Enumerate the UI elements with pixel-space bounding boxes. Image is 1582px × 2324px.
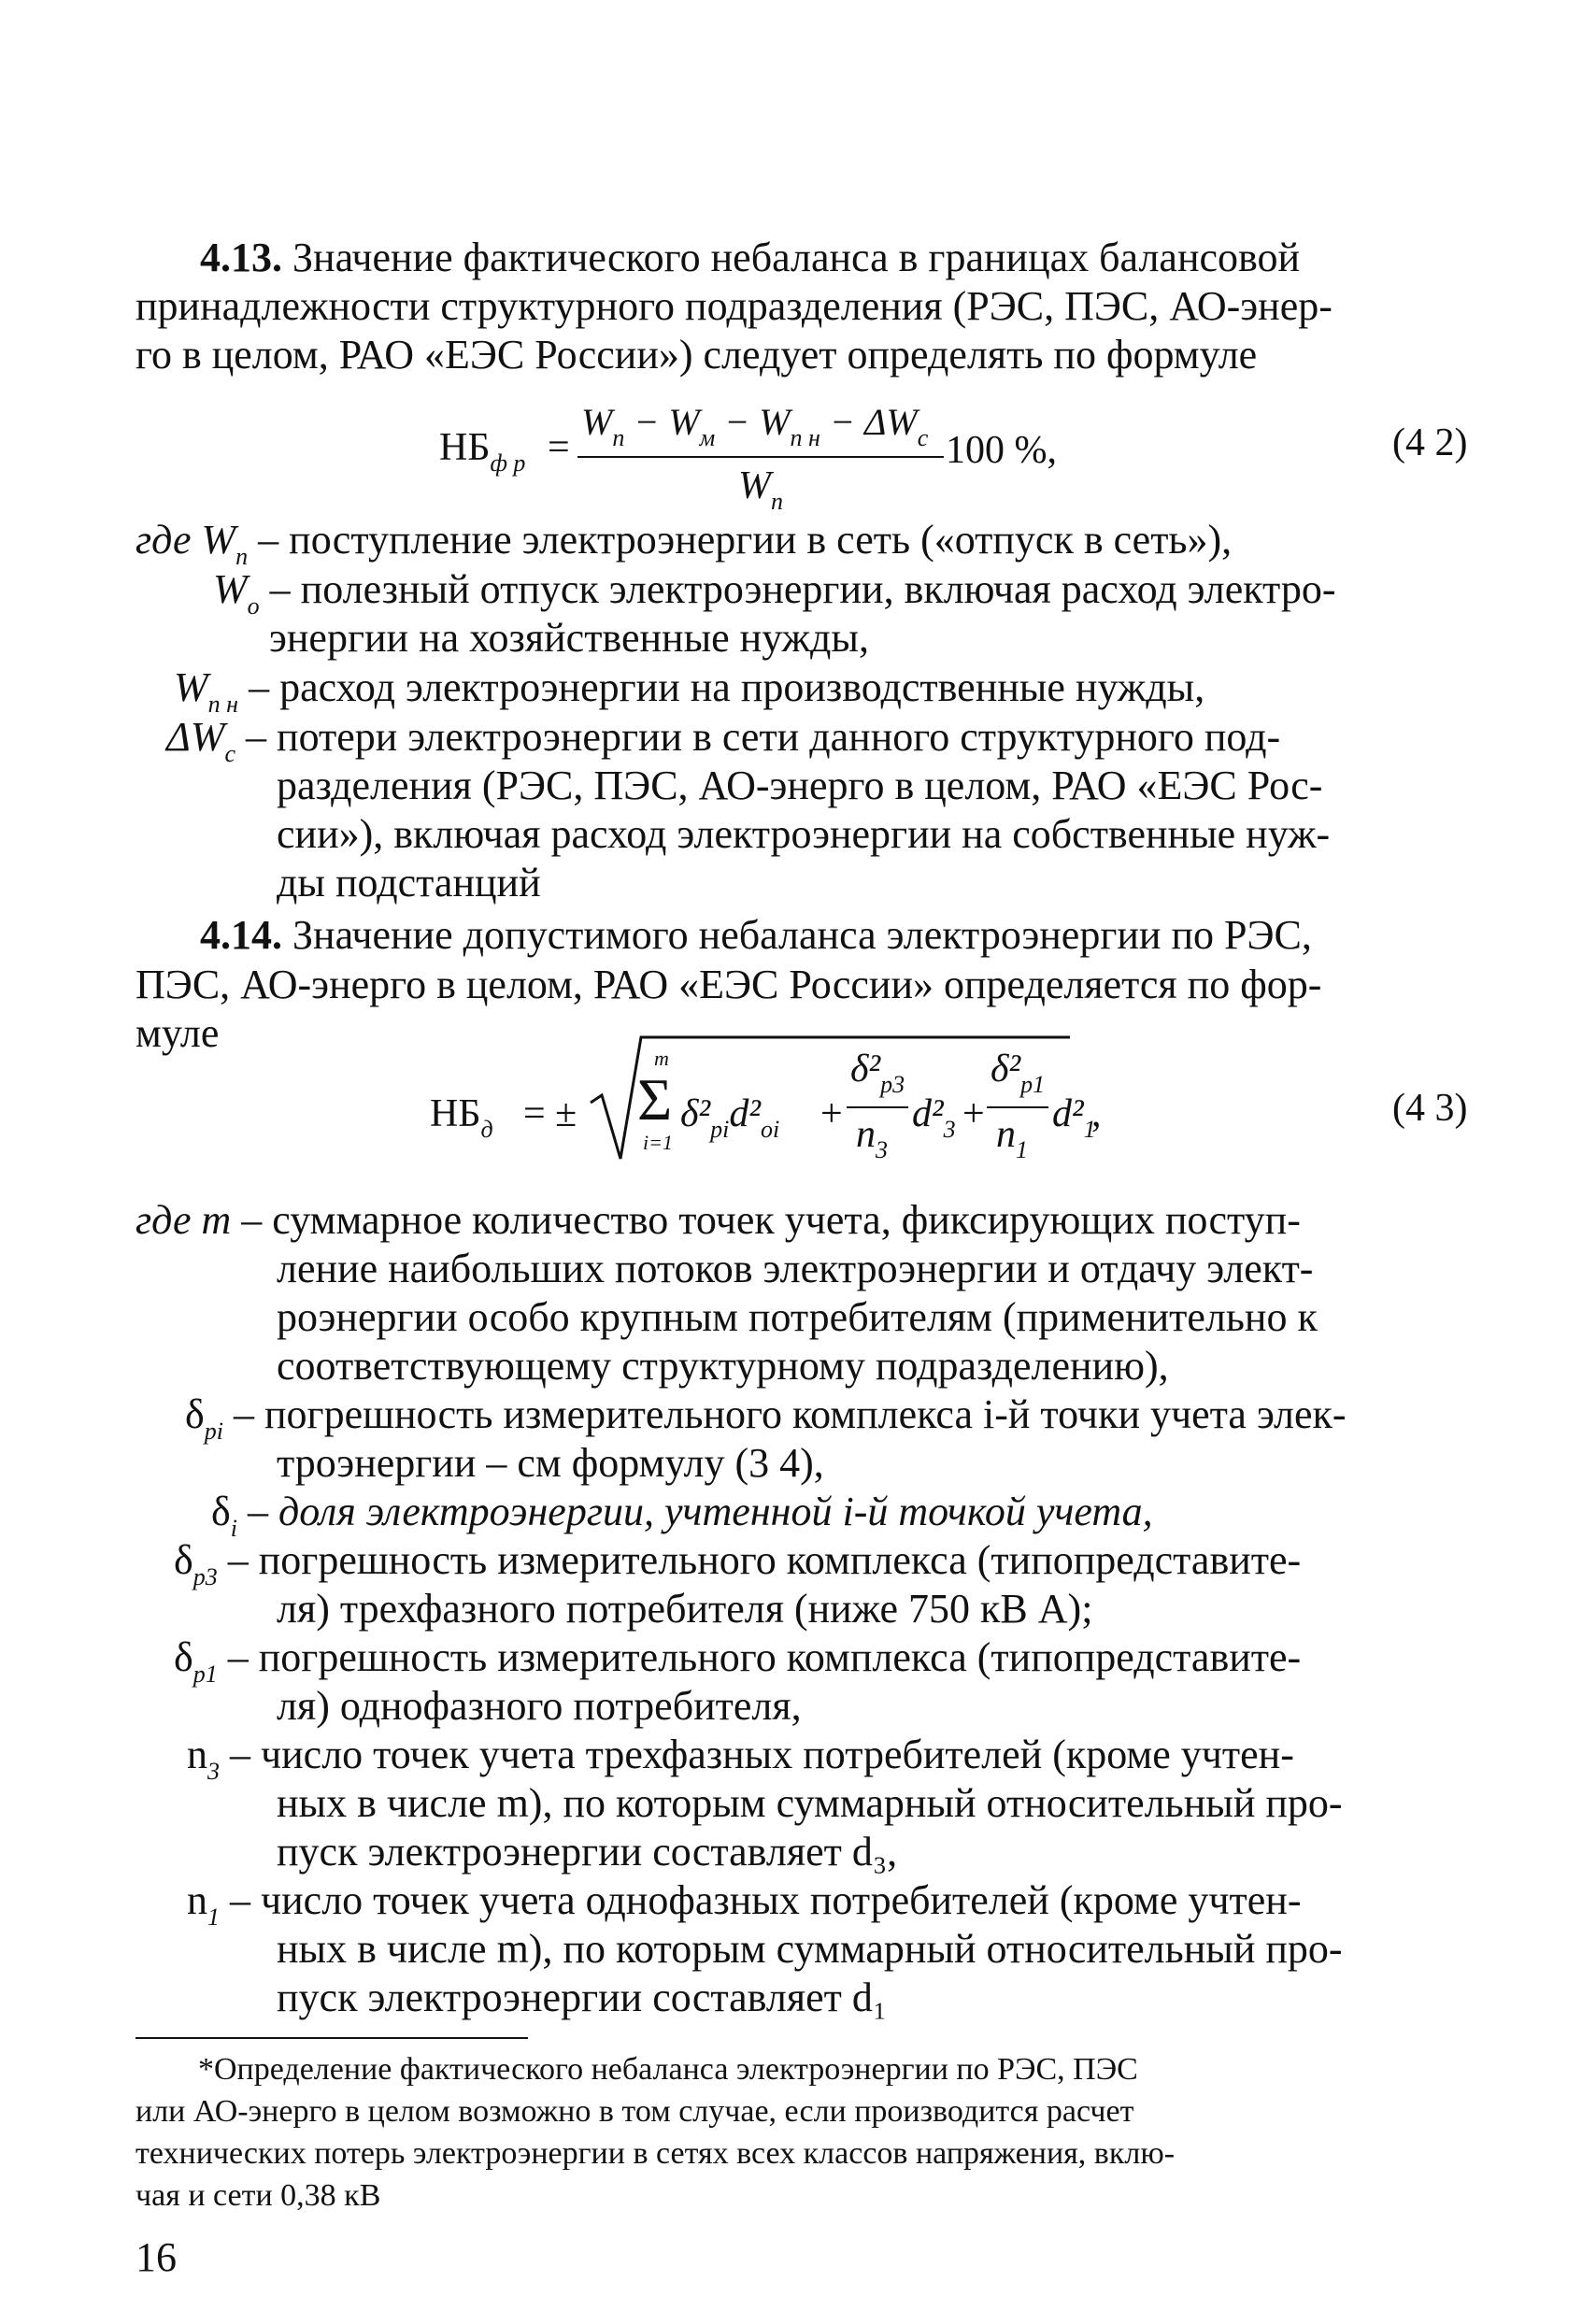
formula-tail: 100 %, — [946, 429, 1057, 472]
where-item-cont: сии»), включая расход электроэнергии на собственные нуж- — [277, 811, 1331, 857]
footnote-line: чая и сети 0,38 кВ — [135, 2178, 381, 2213]
where-item-cont: разделения (РЭС, ПЭС, АО-энерго в целом, РАО «ЕЭС Рос- — [277, 763, 1323, 808]
fraction-2-factor: $d^2_1$ — [1052, 1092, 1096, 1143]
formula-numerator: $W_п - W_м - W_{п н} - \Delta W_с$ — [581, 401, 929, 451]
fraction-1-denominator: $n_3$ — [856, 1113, 888, 1163]
plus-sign: + — [820, 1092, 843, 1135]
where-item-cont: ды подстанций — [277, 860, 541, 905]
fraction-1-bar — [847, 1106, 908, 1108]
fraction-bar — [577, 456, 944, 458]
where-item: $\Delta W_с$ – потери электроэнергии в сети данного структурного под- — [166, 714, 1281, 767]
section-number: 4.13. — [200, 235, 282, 280]
formula-eq: = — [548, 426, 570, 469]
where-item: $n_1$ – число точек учета однофазных потребителей (кроме учтен- — [187, 1877, 1302, 1931]
formula-comma: , — [1091, 1092, 1102, 1135]
where-item-cont: ля) трехфазного потребителя (ниже 750 кВ А); — [277, 1586, 1093, 1632]
section-4-14-line-2: ПЭС, АО-энерго в целом, РАО «ЕЭС России» определяется по фор- — [135, 962, 1322, 1007]
formula-eq: = ± — [523, 1092, 577, 1135]
where-item: где m – суммарное количество точек учета, фиксирующих поступ- — [135, 1197, 1301, 1243]
plus-sign: + — [962, 1092, 985, 1135]
where-item-cont: роэнергии особо крупным потребителям (применительно к — [277, 1294, 1318, 1340]
fraction-2-denominator: $n_1$ — [996, 1113, 1028, 1163]
formula-denominator: $W_п$ — [738, 464, 783, 515]
where-item-cont: пуск электроэнергии составляет d₁ — [277, 1975, 888, 2020]
where-item: $W_{п н}$ – расход электроэнергии на производственные нужды, — [174, 664, 1205, 718]
where-item-cont: соответствующему структурному подразделению), — [277, 1343, 1169, 1389]
section-4-14-line-3: муле — [135, 1010, 220, 1056]
paragraph-text: Значение допустимого небаланса электроэнергии по РЭС, — [292, 912, 1312, 958]
formula-label: (4 3) — [1392, 1087, 1468, 1130]
fraction-1-numerator: $\delta^2_{р3}$ — [850, 1048, 905, 1098]
formula-lhs: $НБ_д$ — [430, 1092, 493, 1143]
where-item-cont: энергии на хозяйственные нужды, — [269, 615, 869, 661]
where-item-cont: ля) однофазного потребителя, — [277, 1683, 802, 1729]
where-item-cont: пуск электроэнергии составляет d₃, — [277, 1829, 898, 1875]
where-item: где $W_п$ – поступление электроэнергии в сеть («отпуск в сеть»), — [135, 517, 1233, 570]
where-item: $n_3$ – число точек учета трехфазных потребителей (кроме учтен- — [187, 1732, 1294, 1785]
footnote-line: *Определение фактического небаланса электроэнергии по РЭС, ПЭС — [198, 2052, 1138, 2087]
where-item: $\delta_i$ – доля электроэнергии, учтенной i-й точкой учета, — [211, 1489, 1153, 1542]
where-item-cont: ных в числе m), по которым суммарный относительный про- — [277, 1780, 1343, 1826]
footnote-line: технических потерь электроэнергии в сетях всех классов напряжения, вклю- — [135, 2136, 1176, 2171]
section-4-13-line-2: принадлежности структурного подразделения (РЭС, ПЭС, АО-энер- — [135, 283, 1333, 329]
paragraph-text: Значение фактического небаланса в границах балансовой — [292, 235, 1301, 280]
fraction-1-factor: $d^2_3$ — [912, 1092, 956, 1143]
section-4-13-line-3: го в целом, РАО «ЕЭС России») следует определять по формуле — [135, 332, 1258, 378]
where-item-cont: ление наибольших потоков электроэнергии и отдачу элект- — [277, 1246, 1314, 1291]
where-item: $\delta_{pi}$ – погрешность измерительного комплекса i-й точки учета элек- — [185, 1391, 1347, 1445]
page-number: 16 — [135, 2234, 177, 2280]
section-4-14-line-1 — [200, 911, 1312, 960]
section-number: 4.14. — [200, 912, 282, 958]
where-item-cont: ных в числе m), по которым суммарный относительный про- — [277, 1926, 1343, 1972]
footnote-rule — [135, 2037, 528, 2039]
where-item: $W_о$ – полезный отпуск электроэнергии, включая расход электро- — [213, 566, 1336, 620]
where-item: $\delta_{р1}$ – погрешность измерительного комплекса (типопредставите- — [174, 1634, 1302, 1688]
section-4-13-line-1 — [200, 234, 1300, 282]
where-item: $\delta_{р3}$ – погрешность измерительного комплекса (типопредставите- — [174, 1537, 1302, 1590]
sum-lower-limit: i=1 — [643, 1131, 673, 1154]
where-item-cont: троэнергии – см формулу (3 4), — [277, 1440, 824, 1486]
formula-lhs: $НБ_{ф р}$ — [439, 426, 526, 477]
fraction-2-bar — [987, 1106, 1048, 1108]
footnote-line: или АО-энерго в целом возможно в том случае, если производится расчет — [135, 2094, 1134, 2129]
sum-upper-limit: m — [654, 1047, 669, 1070]
formula-label: (4 2) — [1392, 421, 1468, 464]
sum-sign: Σ — [637, 1066, 673, 1133]
fraction-2-numerator: $\delta^2_{р1}$ — [991, 1048, 1046, 1098]
sum-term: $\delta^2_{pi}d^2_{oi}$ — [680, 1092, 780, 1143]
